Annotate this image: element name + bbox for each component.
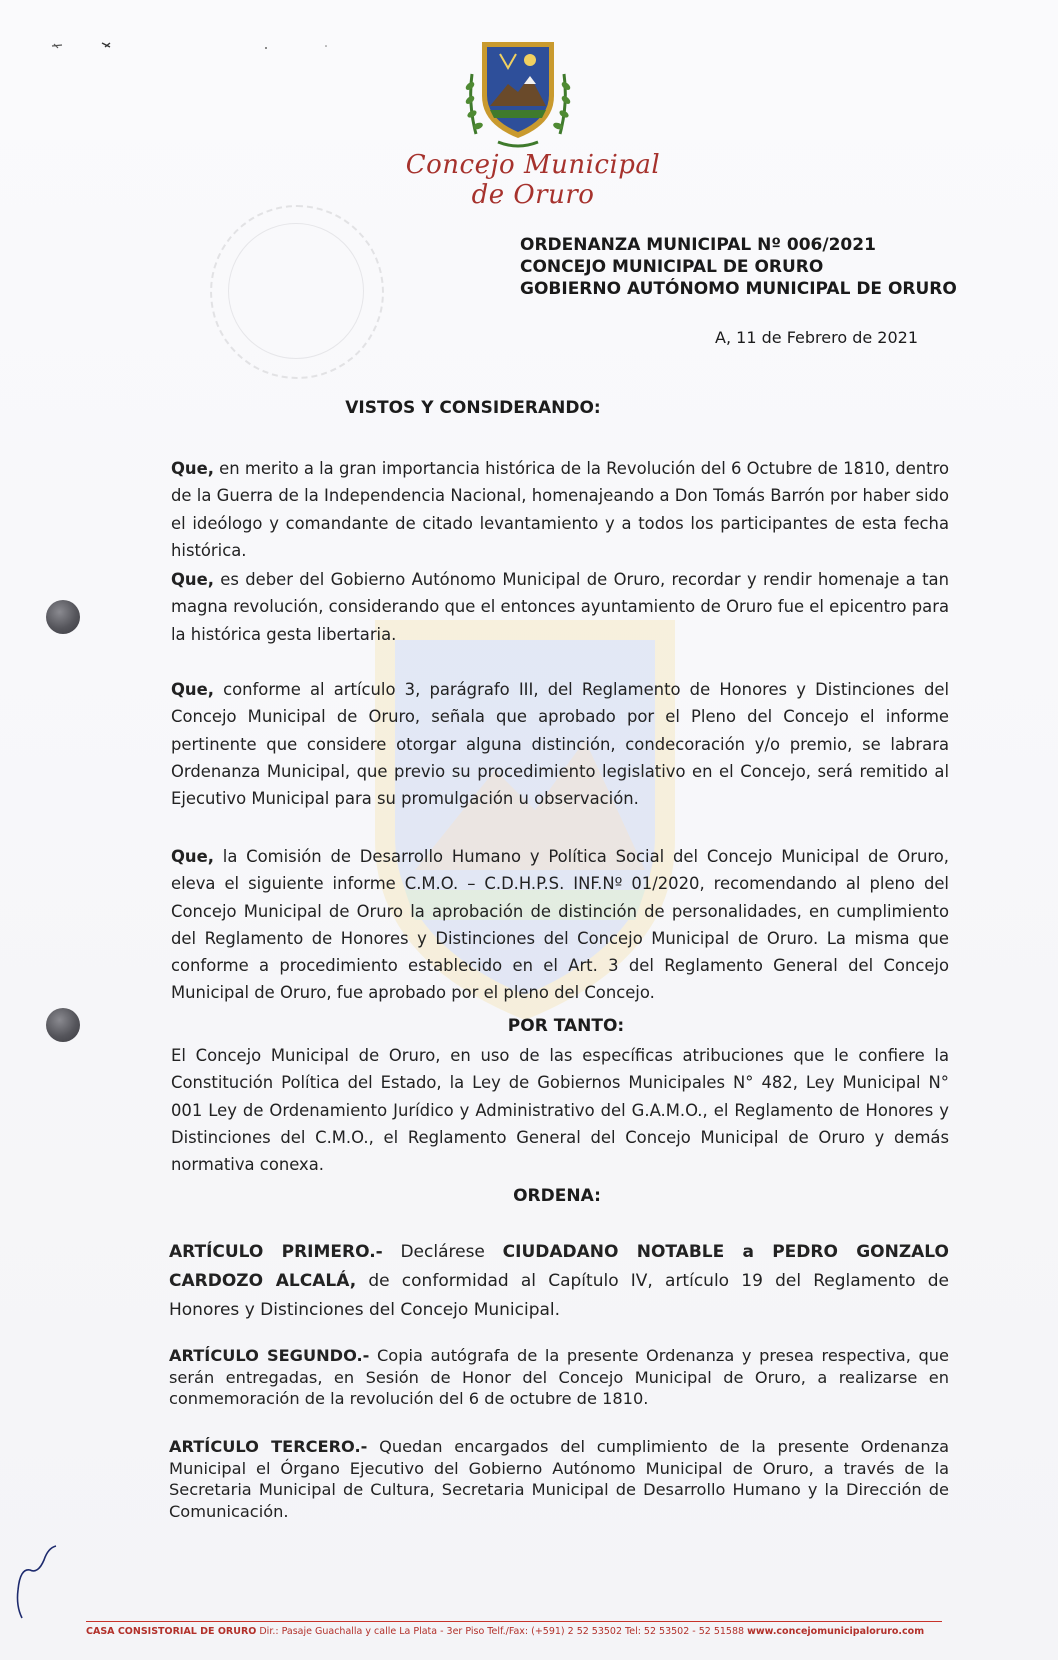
considerando-1 <box>171 455 949 564</box>
considerando-3 <box>171 676 949 812</box>
articulo-segundo <box>169 1345 949 1410</box>
embossed-seal-inner <box>228 223 364 359</box>
articulo-lead: ARTÍCULO SEGUNDO.- <box>169 1346 370 1365</box>
articulo-lead: ARTÍCULO TERCERO.- <box>169 1437 368 1456</box>
considerando-lead: Que, <box>171 459 214 478</box>
por-tanto-title: POR TANTO: <box>507 1016 625 1036</box>
articulo-primero <box>169 1238 949 1325</box>
considerando-lead: Que, <box>171 847 214 866</box>
articulo-lead: ARTÍCULO PRIMERO.- <box>169 1242 383 1262</box>
ordinance-number: ORDENANZA MUNICIPAL Nº 006/2021 <box>520 235 876 255</box>
punch-hole <box>46 600 80 634</box>
considerando-lead: Que, <box>171 570 214 589</box>
footer-rule <box>86 1621 942 1622</box>
ordena-title: ORDENA: <box>513 1186 601 1206</box>
considerando-text: conforme al artículo 3, parágrafo III, del Reglamento de Honores y Distinciones del Concejo Municipal de Oruro, señala que aprobado por el Pleno del Concejo el informe pertinente que considere otorgar alguna distinción, condecoración y/o premio, se labrara Ordenanza Municipal, que previo su procedimiento legislativo en el Concejo, será remitido al Ejecutivo Municipal para su promulgación u observación. <box>171 680 949 809</box>
footer-details: Dir.: Pasaje Guachalla y calle La Plata - 3er Piso Telf./Fax: (+591) 2 52 53502 Tel: 52 53502 - 52 51588 <box>256 1626 748 1637</box>
considerando-text: la Comisión de Desarrollo Humano y Política Social del Concejo Municipal de Oruro, eleva el siguiente informe C.M.O. – C.D.H.P.S. INF.Nº 01/2020, recomendando al pleno del Concejo Municipal de Oruro la aprobación de distinción de personalidades, en cumplimiento del Reglamento de Honores y Distinciones del Concejo Municipal de Oruro. La misma que conforme a procedimiento establecido en el Art. 3 del Reglamento General del Concejo Municipal de Oruro, fue aprobado por el pleno del Concejo. <box>171 847 949 1003</box>
document-date: A, 11 de Febrero de 2021 <box>715 328 918 347</box>
footer-address <box>86 1626 942 1637</box>
footer-name: CASA CONSISTORIAL DE ORURO <box>86 1626 257 1637</box>
articulo-text: Quedan encargados del cumplimiento de la presente Ordenanza Municipal el Órgano Ejecutivo del Gobierno Autónomo Municipal de Oruro, a través de la Secretaria Municipal de Cultura, Secretaria Municipal de Desarrollo Humano y la Dirección de Comunicación. <box>169 1437 949 1521</box>
articulo-text: Copia autógrafa de la presente Ordenanza y presea respectiva, que serán entregadas, en Sesión de Honor del Concejo Municipal de Oruro, a realizarse en conmemoración de la revolución del 6 de octubre de 1810. <box>169 1346 949 1408</box>
considerando-4 <box>171 843 949 1007</box>
honoree-name: CIUDADANO NOTABLE a PEDRO GONZALO CARDOZO ALCALÁ, <box>169 1242 949 1291</box>
por-tanto-text: El Concejo Municipal de Oruro, en uso de las específicas atribuciones que le confiere la Constitución Política del Estado, la Ley de Gobiernos Municipales N° 482, Ley Municipal N° 001 Ley de Ordenamiento Jurídico y Administrativo del G.A.M.O., el Reglamento de Honores y Distinciones del C.M.O., el Reglamento General del Concejo Municipal de Oruro y demás normativa conexa. <box>171 1046 949 1175</box>
crest-icon <box>458 34 578 152</box>
considerando-2 <box>171 566 949 648</box>
government-name: GOBIERNO AUTÓNOMO MUNICIPAL DE ORURO <box>520 279 957 299</box>
considerando-lead: Que, <box>171 680 214 699</box>
scan-marks <box>50 40 350 60</box>
council-name: CONCEJO MUNICIPAL DE ORURO <box>520 257 824 277</box>
articulo-text: Declárese <box>382 1242 503 1262</box>
considerando-text: es deber del Gobierno Autónomo Municipal de Oruro, recordar y rendir homenaje a tan magna revolución, considerando que el entonces ayuntamiento de Oruro fue el epicentro para la histórica gesta libertaria. <box>171 570 949 644</box>
signature-scribble <box>8 1540 68 1620</box>
vistos-title: VISTOS Y CONSIDERANDO: <box>345 398 601 418</box>
council-script-logo: Concejo Municipal de Oruro <box>405 150 661 210</box>
articulo-text: de conformidad al Capítulo IV, artículo 19 del Reglamento de Honores y Distinciones del Concejo Municipal. <box>169 1271 950 1320</box>
considerando-text: en merito a la gran importancia histórica de la Revolución del 6 Octubre de 1810, dentro de la Guerra de la Independencia Nacional, homenajeando a Don Tomás Barrón por haber sido el ideólogo y comandante de citado levantamiento y a todos los participantes de esta fecha histórica. <box>171 459 949 560</box>
punch-hole <box>46 1008 80 1042</box>
footer-web-link[interactable]: www.concejomunicipaloruro.com <box>747 1626 925 1637</box>
articulo-tercero <box>169 1436 949 1522</box>
ordinance-heading <box>520 234 957 300</box>
